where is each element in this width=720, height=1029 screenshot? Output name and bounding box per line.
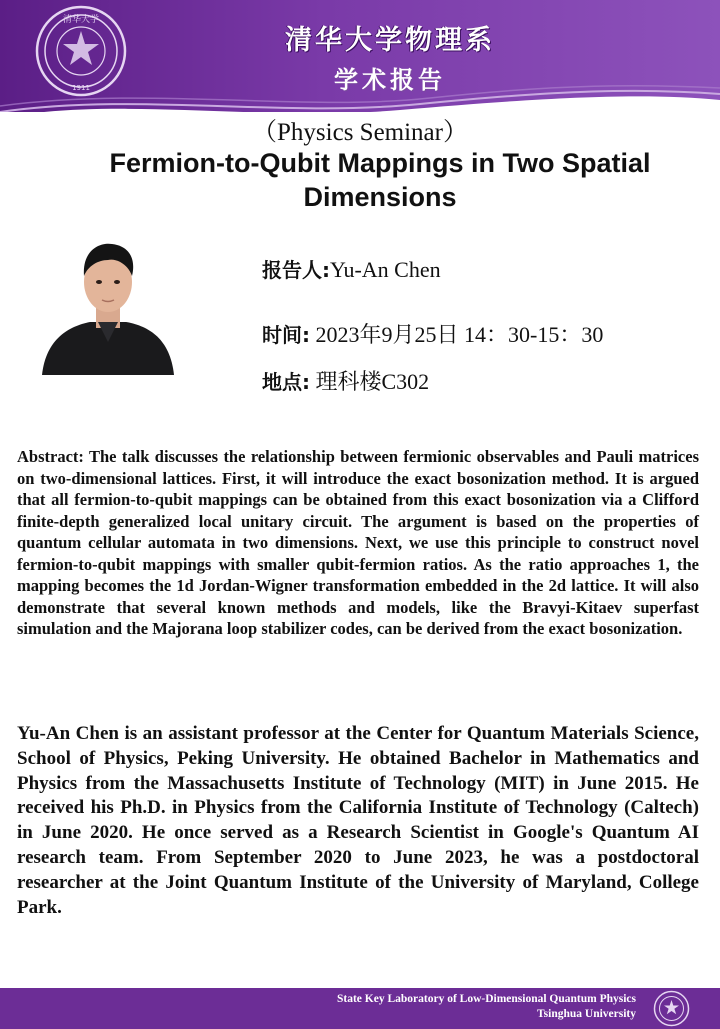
footer-seal-icon: [653, 990, 690, 1027]
footer-lab-name: State Key Laboratory of Low-Dimensional Quantum Physics: [337, 993, 636, 1005]
department-title: 清华大学物理系: [285, 25, 495, 56]
footer-text: [337, 992, 636, 1022]
speaker-label: 报告人:: [262, 258, 330, 282]
speaker-line: [262, 254, 441, 283]
time-label: 时间:: [262, 323, 310, 347]
location-label: 地点:: [262, 370, 310, 394]
time-value: 2023年9月25日 14：30-15：30: [310, 322, 604, 347]
abstract-paragraph: Abstract: The talk discusses the relationship between fermionic observables and Pauli matrices on two-dimensional lattices. First, it will introduce the exact bosonization method. It is argued that all fermion-to-qubit mappings can be obtained from this exact bosonization via a Clifford finite-depth generalized local unitary circuit. The argument is based on the properties of quantum cellular automata in two dimensions. Next, we use this principle to construct novel fermion-to-qubit mappings with smaller qubit-fermion ratios. As the ratio approaches 1, the mapping becomes the 1d Jordan-Wigner transformation embedded in the 2d lattice. It will also demonstrate that several known methods and models, like the Bravyi-Kitaev superfast simulation and the Majorana loop stabilizer codes, can be derived from the exact bosonization.: [17, 447, 699, 638]
location-value: 理科楼C302: [310, 369, 430, 394]
talk-title: Fermion-to-Qubit Mappings in Two Spatial Dimensions: [109, 148, 651, 212]
seminar-label: （Physics Seminar）: [252, 119, 468, 146]
location-line: [262, 365, 429, 396]
header-banner: [0, 0, 720, 112]
seal-text: 清华大学: [62, 15, 100, 25]
speaker-photo: [40, 230, 176, 375]
footer-university: Tsinghua University: [537, 1008, 636, 1020]
time-line: [262, 318, 603, 349]
tsinghua-seal-icon: [34, 4, 128, 98]
footer-bar: [0, 988, 720, 1029]
seal-year: 1911: [72, 84, 90, 92]
speaker-name: Yu-An Chen: [330, 257, 441, 282]
speaker-bio-paragraph: Yu-An Chen is an assistant professor at the Center for Quantum Materials Science, School of Physics, Peking University. He obtained Bachelor in Mathematics and Physics from the Massachusetts Institute of Technology (MIT) in June 2015. He received his Ph.D. in Physics from the California Institute of Technology (Caltech) in June 2020. He once served as a Research Scientist in Google's Quantum AI research team. From September 2020 to June 2023, he was a postdoctoral researcher at the Joint Quantum Institute of the University of Maryland, College Park.: [17, 723, 699, 918]
event-type: 学术报告: [334, 66, 446, 94]
